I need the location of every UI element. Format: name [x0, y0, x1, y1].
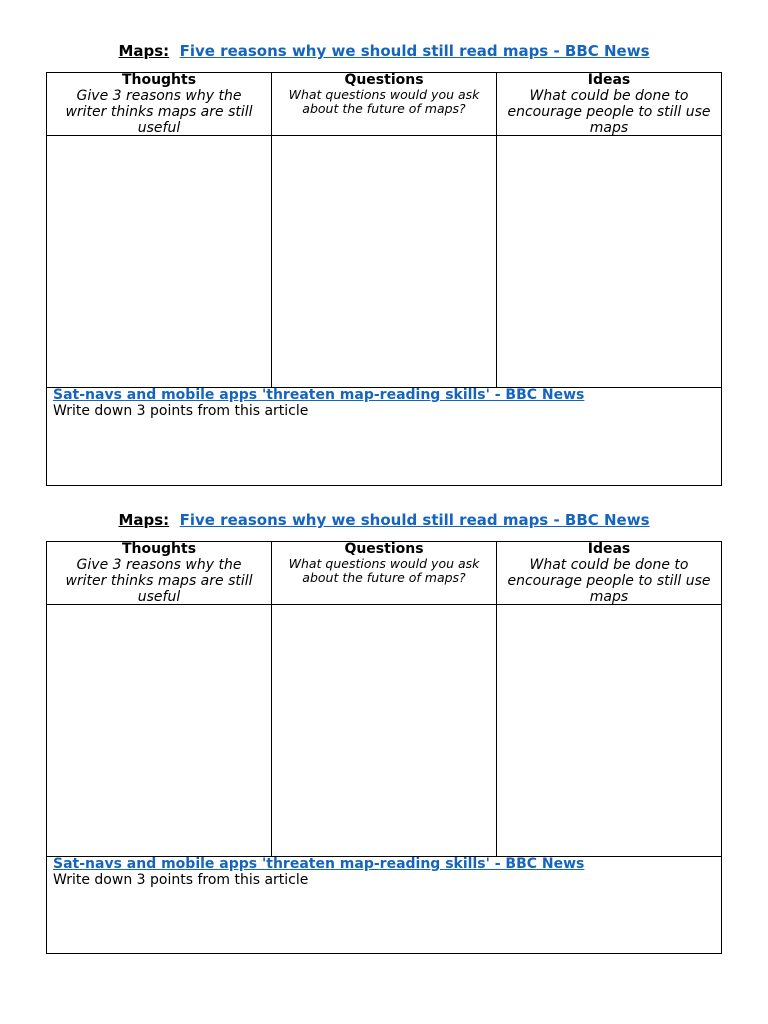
ideas-heading: Ideas [587, 72, 631, 88]
thoughts-prompt: Give 3 reasons why the writer thinks maps are still useful [65, 557, 253, 605]
table-header-row [47, 542, 721, 605]
questions-prompt: What questions would you ask about the future of maps? [288, 556, 480, 585]
thoughts-answer-cell[interactable] [47, 136, 272, 387]
thoughts-heading: Thoughts [121, 541, 197, 557]
questions-answer-cell[interactable] [272, 136, 497, 387]
title-article-link[interactable]: Five reasons why we should still read maps - BBC News [179, 511, 650, 529]
title-label: Maps: [118, 511, 170, 529]
ideas-prompt: What could be done to encourage people to still use maps [507, 557, 711, 605]
ideas-header-cell [497, 542, 721, 604]
worksheet-title [46, 511, 722, 529]
ideas-header-cell [497, 73, 721, 135]
questions-prompt: What questions would you ask about the future of maps? [288, 87, 480, 116]
response-table [46, 72, 722, 486]
questions-answer-cell[interactable] [272, 605, 497, 856]
article-answer-cell[interactable] [47, 388, 721, 484]
table-answer-row [47, 136, 721, 388]
satnav-article-link[interactable]: Sat-navs and mobile apps 'threaten map-reading skills' - BBC News [53, 387, 585, 403]
response-table [46, 541, 722, 954]
questions-header-cell [272, 73, 497, 135]
article-instruction: Write down 3 points from this article [53, 403, 309, 419]
ideas-answer-cell[interactable] [497, 605, 721, 856]
ideas-answer-cell[interactable] [497, 136, 721, 387]
ideas-prompt: What could be done to encourage people to still use maps [507, 88, 711, 136]
thoughts-heading: Thoughts [121, 72, 197, 88]
article-answer-cell[interactable] [47, 857, 721, 953]
table-header-row [47, 73, 721, 136]
table-answer-row [47, 605, 721, 857]
questions-header-cell [272, 542, 497, 604]
thoughts-header-cell [47, 73, 272, 135]
thoughts-prompt: Give 3 reasons why the writer thinks maps are still useful [65, 88, 253, 136]
article-instruction: Write down 3 points from this article [53, 872, 309, 888]
questions-heading: Questions [344, 72, 424, 88]
ideas-heading: Ideas [587, 541, 631, 557]
thoughts-header-cell [47, 542, 272, 604]
title-article-link[interactable]: Five reasons why we should still read maps - BBC News [179, 42, 650, 60]
thoughts-answer-cell[interactable] [47, 605, 272, 856]
worksheet-title [46, 42, 722, 60]
satnav-article-link[interactable]: Sat-navs and mobile apps 'threaten map-reading skills' - BBC News [53, 856, 585, 872]
title-label: Maps: [118, 42, 170, 60]
questions-heading: Questions [344, 541, 424, 557]
